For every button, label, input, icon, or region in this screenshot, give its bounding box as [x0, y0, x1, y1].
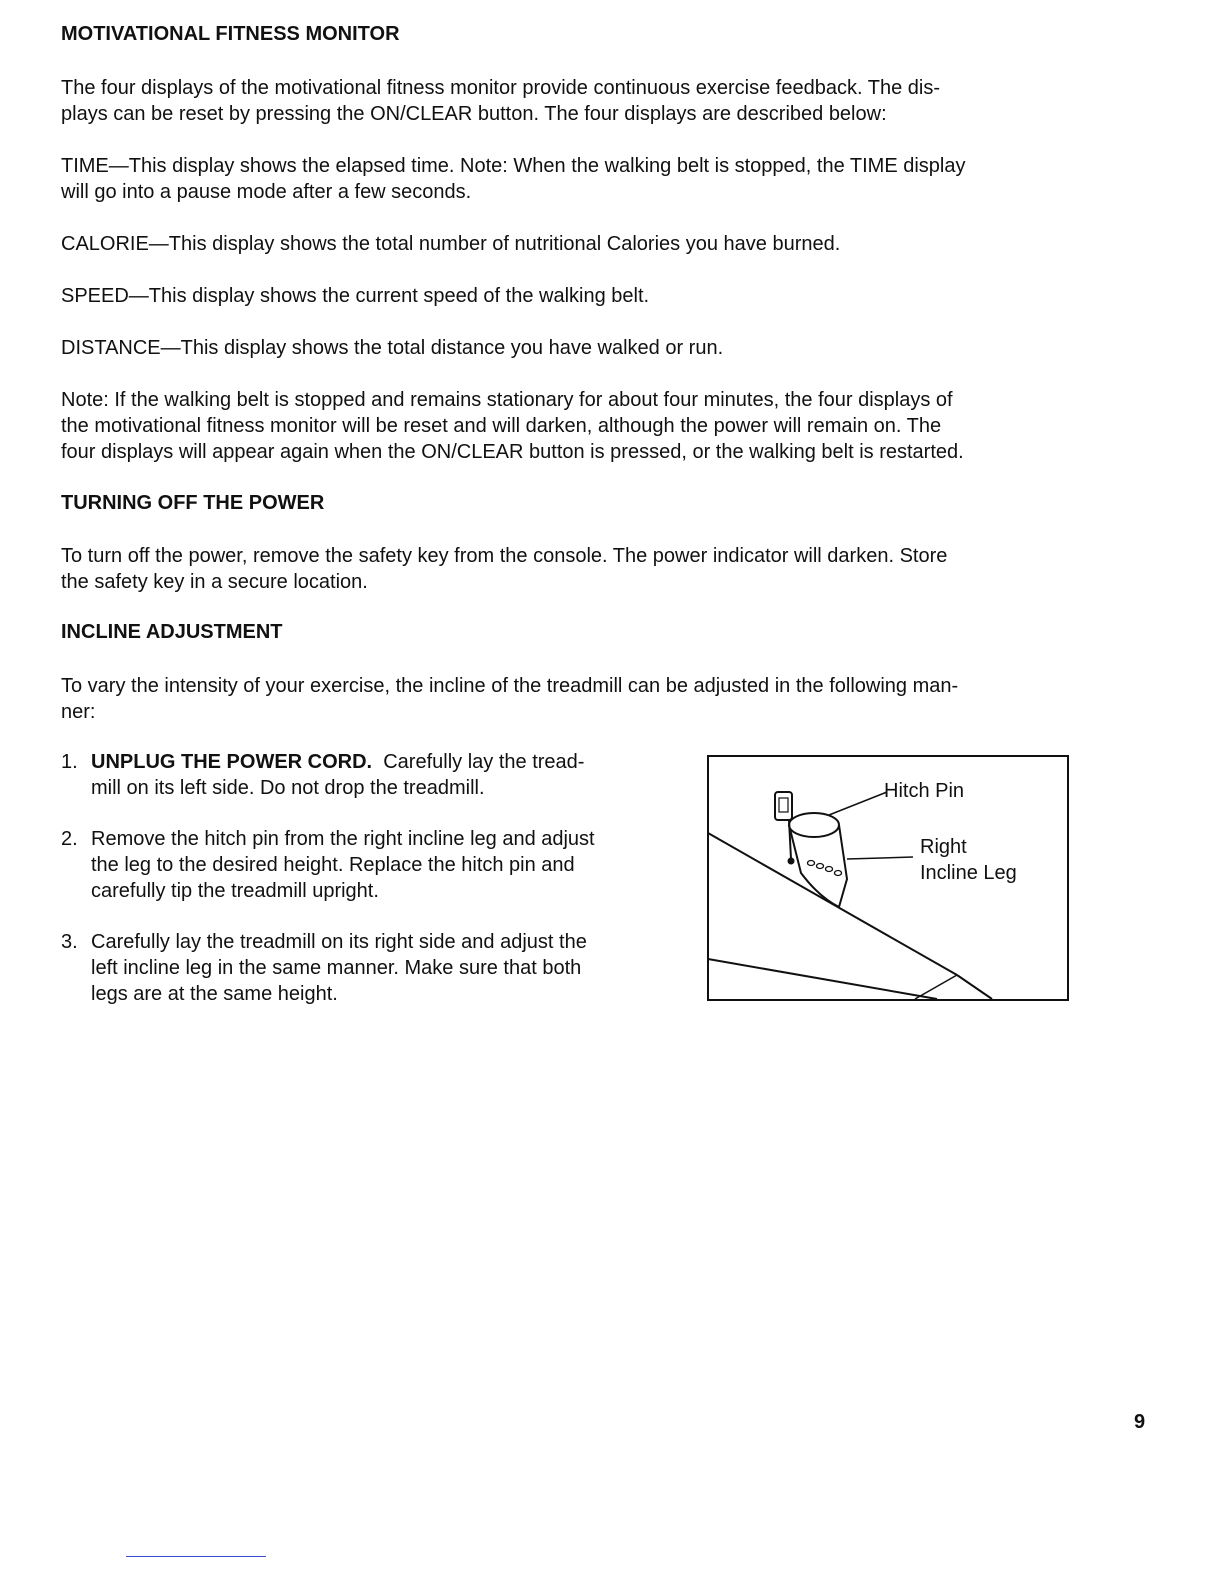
incline-intro [61, 673, 958, 725]
incline-leg-figure [707, 755, 1069, 1001]
step-2-line-3: carefully tip the treadmill upright. [91, 880, 379, 902]
distance-description: DISTANCE—This display shows the total distance you have walked or run. [61, 337, 724, 359]
monitor-intro-line-1: The four displays of the motivational fitness monitor provide continuous exercise feedback. The dis- [61, 77, 940, 99]
footer-rule [126, 1556, 266, 1557]
step-1-line-2: mill on its left side. Do not drop the treadmill. [91, 777, 485, 799]
step-2-line-2: the leg to the desired height. Replace the hitch pin and [91, 854, 575, 876]
power-heading: TURNING OFF THE POWER [61, 492, 325, 514]
incline-intro-line-2: ner: [61, 701, 96, 723]
power-body-line-2: the safety key in a secure location. [61, 571, 368, 593]
step-3-line-3: legs are at the same height. [91, 983, 338, 1005]
step-3-number: 3. [61, 931, 78, 953]
step-1-line-1: Carefully lay the tread- [372, 751, 585, 773]
step-2-line-1: Remove the hitch pin from the right incline leg and adjust [91, 828, 595, 850]
power-body [61, 543, 947, 595]
hitch-pin-head [788, 858, 795, 865]
incline-leg-cap [789, 813, 839, 837]
label-incline-leg: Incline Leg [920, 862, 1017, 884]
hitch-pin-ring [775, 792, 792, 820]
calorie-description: CALORIE—This display shows the total number of nutritional Calories you have burned. [61, 233, 841, 255]
label-hitch-pin: Hitch Pin [884, 780, 965, 802]
step-3-line-1: Carefully lay the treadmill on its right side and adjust the [91, 931, 587, 953]
monitor-heading: MOTIVATIONAL FITNESS MONITOR [61, 23, 400, 45]
time-description-line-2: will go into a pause mode after a few seconds. [61, 181, 472, 203]
power-body-line-1: To turn off the power, remove the safety key from the console. The power indicator will darken. Store [61, 545, 948, 567]
step-1-number: 1. [61, 751, 78, 773]
incline-heading: INCLINE ADJUSTMENT [61, 621, 283, 643]
monitor-note-line-2: the motivational fitness monitor will be reset and will darken, although the power will remain on. The [61, 415, 942, 437]
step-3-line-2: left incline leg in the same manner. Make sure that both [91, 957, 582, 979]
step-2-number: 2. [61, 828, 78, 850]
speed-description: SPEED—This display shows the current speed of the walking belt. [61, 285, 650, 307]
monitor-note-line-1: Note: If the walking belt is stopped and remains stationary for about four minutes, the four displays of [61, 389, 953, 411]
time-description-line-1: TIME—This display shows the elapsed time. Note: When the walking belt is stopped, the TIME display [61, 155, 966, 177]
monitor-intro [61, 75, 940, 127]
incline-intro-line-1: To vary the intensity of your exercise, the incline of the treadmill can be adjusted in the following man- [61, 675, 959, 697]
monitor-note-line-3: four displays will appear again when the ON/CLEAR button is pressed, or the walking belt is restarted. [61, 441, 964, 463]
monitor-intro-line-2: plays can be reset by pressing the ON/CLEAR button. The four displays are described below: [61, 103, 887, 125]
time-description [61, 153, 966, 205]
page-number: 9 [1134, 1411, 1146, 1433]
label-right: Right [920, 836, 967, 858]
monitor-note [61, 387, 964, 465]
step-1-lead: UNPLUG THE POWER CORD. [91, 751, 373, 773]
